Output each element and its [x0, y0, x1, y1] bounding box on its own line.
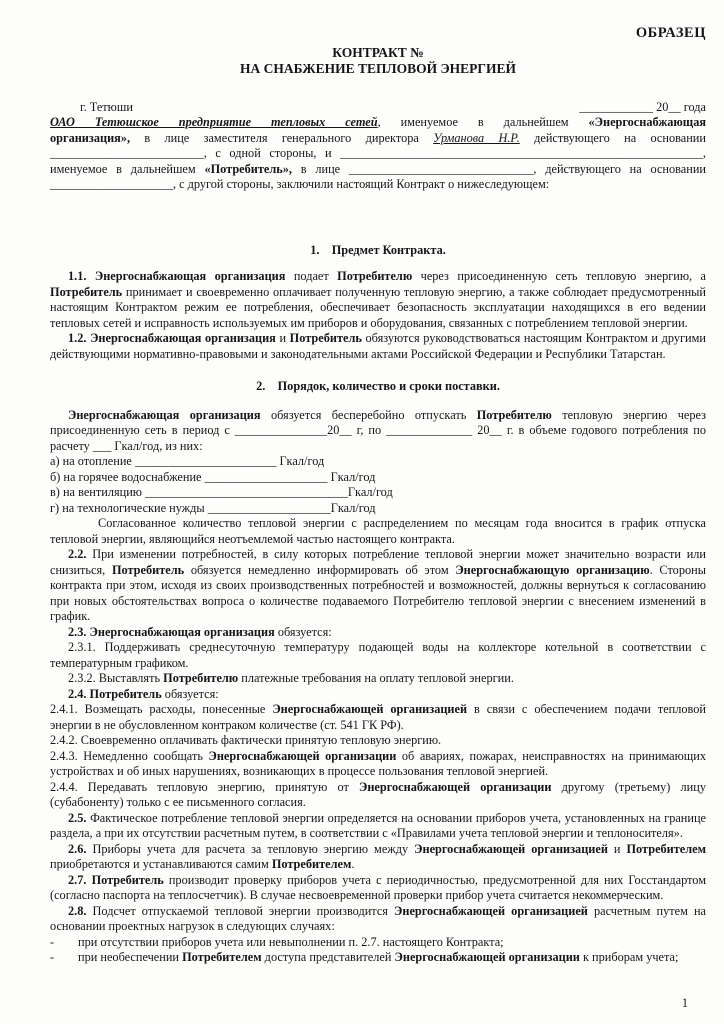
text-run: обязуются руководствоваться настоящим Контрактом и другими действующими нормативно-правовыми и законодательными актами Российской Федерации и Республики Татарстан.: [50, 331, 706, 361]
text-run: Подсчет отпускаемой тепловой энергии производится: [92, 903, 395, 918]
text-run: в) на вентиляцию _________________________________Гкал/год: [50, 485, 393, 499]
sample-watermark-label: ОБРАЗЕЦ: [635, 25, 706, 41]
text-run-emphasis: Потребитель: [289, 331, 362, 345]
text-run: ______________________________, действующего на основании: [348, 161, 706, 176]
paragraph: [50, 331, 706, 362]
text-run: расчетным путем на основании проектных нагрузок в следующих случаях:: [50, 903, 706, 933]
preamble-line: [50, 162, 706, 178]
text-run-emphasis: 2.7.: [68, 872, 92, 887]
list-item: [50, 950, 706, 966]
text-run: подает: [285, 269, 338, 283]
paragraph: [50, 454, 706, 470]
text-run: при отсутствии приборов учета или невыполнении п. 2.7. настоящего Контракта;: [78, 934, 504, 949]
text-run: в лице заместителя генерального директора: [130, 130, 434, 145]
paragraph: [50, 485, 706, 501]
paragraph: [50, 547, 706, 625]
text-run: 2.4.3. Немедленно сообщать: [50, 748, 209, 763]
text-run: 2.3.1. Поддерживать среднесуточную температуру подающей воды на коллекторе котельной в соответствии с температурным графиком.: [50, 640, 706, 670]
text-run: обязуется:: [274, 624, 332, 639]
text-run-emphasis: 2.8.: [68, 903, 93, 918]
text-run: б) на горячее водоснабжение ____________________ Гкал/год: [50, 469, 376, 484]
text-run-emphasis: Потребителю: [476, 407, 552, 422]
text-run-emphasis: 1.2.: [68, 331, 91, 345]
preamble-line: [50, 146, 706, 162]
text-run-emphasis: Энергоснабжающей организации: [208, 748, 397, 763]
text-run: обязуется бесперебойно отпускать: [260, 407, 477, 422]
text-run: . Стороны контракта при этом, исходя из своих производственных потребностей и возможностей, должны вернуться к согласованию при новых обстоятельствах вопроса о количестве подаваемого Потребителю тепловой энергии с внесением изменений в график.: [50, 562, 706, 623]
preamble-line: [50, 177, 706, 193]
text-run: в связи с обеспечением подачи тепловой энергии в не обусловленном контраком количестве (ст. 541 ГК РФ).: [50, 702, 706, 732]
paragraph: [50, 516, 706, 547]
paragraph: [50, 408, 706, 455]
paragraph: [50, 269, 706, 331]
preamble-line: [50, 131, 706, 147]
text-run: Фактическое потребление тепловой энергии определяется на основании приборов учета, установленных на границе раздела, а при их отсутствии расчетным путем, в соответствии с «Правилами учета тепловой энергии и теплоносителя».: [50, 810, 706, 840]
dateline-city: г. Тетюши: [80, 99, 133, 114]
text-run-emphasis: Потребитель: [111, 562, 185, 577]
text-run: обязуется:: [161, 686, 219, 701]
text-run-emphasis: Потребитель: [89, 686, 162, 701]
text-run-emphasis: Энергоснабжающая организация: [68, 407, 261, 422]
text-run-emphasis: ОАО Тетюшское предприятие тепловых сетей: [50, 115, 378, 129]
paragraph: [50, 780, 706, 811]
text-run-emphasis: Энергоснабжающей организации: [359, 779, 552, 794]
text-run: тепловую энергию через присоединенную сеть в период с _______________20__ г, по ______________ 20__ г. в объеме годового потребления по расчету ___ Гкал/год, из них:: [50, 407, 706, 453]
text-run-emphasis: Энергоснабжающей организации: [394, 950, 580, 964]
text-run-emphasis: Потребителем: [182, 950, 262, 964]
text-run: При изменении потребностей, в силу которых потребление тепловой энергии может значительно возрасти или снизиться,: [50, 547, 706, 577]
text-run-emphasis: Потребитель: [50, 284, 123, 299]
text-run: в лице: [292, 161, 349, 176]
text-run-emphasis: Энергоснабжающей организацией: [394, 903, 588, 918]
text-run: принимает и своевременно оплачивает полученную тепловую энергию, а также соблюдает предусмотренный настоящим Контрактом режим ее потребления, обеспечивает безопасность эксплуатации находящихся в его ведении тепловых сетей и исправность используемых им приборов и оборудования, связанных с потреблением тепловой энергии.: [50, 284, 706, 330]
text-run: _________________________, с одной стороны, и ___________________________________________________________,: [50, 146, 706, 160]
text-run-emphasis: «Энергоснабжающая: [588, 115, 706, 129]
text-run: и: [607, 841, 627, 856]
text-run: производит проверку приборов учета с периодичностью, предусмотренной для них Госстандартом (согласно паспорта на теплосчетчик). В случае несвоевременной проверки прибор учета считается некоммерческим.: [50, 872, 706, 902]
text-run-emphasis: Потребителем: [626, 841, 706, 856]
text-run: через присоединенную сеть тепловую энергию, а: [412, 269, 706, 283]
paragraph: [50, 873, 706, 904]
text-run-emphasis: Потребителю: [163, 671, 239, 685]
text-run: и: [275, 331, 290, 345]
text-run-emphasis: 2.2.: [68, 547, 93, 561]
text-run: 2.4.1. Возмещать расходы, понесенные: [50, 702, 273, 716]
text-run-emphasis: Энергоснабжающей организацией: [414, 841, 608, 856]
paragraph: [50, 687, 706, 703]
bullet-marker: -: [50, 950, 55, 964]
contract-preamble: [50, 115, 706, 193]
contract-sections: [50, 243, 706, 966]
contract-title-line2: НА СНАБЖЕНИЕ ТЕПЛОВОЙ ЭНЕРГИЕЙ: [240, 60, 516, 76]
dateline-date-blank: ____________ 20__ года: [579, 99, 706, 114]
paragraph: [50, 733, 706, 749]
text-run: при необеспечении: [78, 950, 183, 964]
text-run-emphasis: 2.5.: [68, 810, 91, 825]
text-run-emphasis: Потребителю: [337, 269, 413, 283]
page-number: 1: [681, 995, 688, 1010]
text-run-emphasis: Энергоснабжающая организация: [89, 624, 275, 639]
paragraph: [50, 470, 706, 486]
list-item: [50, 935, 706, 951]
text-run-emphasis: 2.4.: [68, 686, 90, 701]
text-run-emphasis: Энергоснабжающей организацией: [272, 702, 468, 716]
text-run: .: [351, 857, 355, 871]
text-run-emphasis: 2.6.: [68, 841, 93, 856]
contract-title-line1: КОНТРАКТ №: [332, 44, 424, 60]
text-run: к приборам учета;: [579, 950, 679, 964]
paragraph: [50, 842, 706, 873]
paragraph: [50, 904, 706, 935]
text-run: платежные требования на оплату тепловой энергии.: [238, 671, 514, 685]
dateline: [50, 100, 706, 116]
text-run-emphasis: Потребителем: [271, 857, 352, 871]
text-run: именуемое в дальнейшем: [50, 161, 205, 176]
text-run: 2.4.2. Своевременно оплачивать фактически принятую тепловую энергию.: [50, 733, 442, 747]
text-run: ____________________, с другой стороны, заключили настоящий Контракт о нижеследующем:: [50, 177, 550, 191]
text-run-emphasis: Энергоснабжающая организация: [90, 331, 276, 345]
text-run-emphasis: 2.3.: [68, 624, 90, 639]
text-run: обязуется немедленно информировать об этом: [184, 562, 456, 577]
paragraph: [50, 501, 706, 517]
text-run-emphasis: Энергоснабжающую организацию: [455, 562, 650, 577]
paragraph: [50, 811, 706, 842]
text-run: а) на отопление _______________________ Гкал/год: [50, 454, 325, 468]
text-run: , именуемое в дальнейшем: [377, 115, 589, 129]
text-run-emphasis: «Потребитель»,: [204, 161, 292, 176]
text-run: об авариях, пожарах, неисправностях на принимающих устройствах и об иных нарушениях, возникающих в процессе пользования тепловой энергией.: [50, 748, 707, 778]
text-run: другому (третьему) лицу (субабоненту) только с ее письменного согласия.: [50, 779, 706, 809]
paragraph: [50, 640, 706, 671]
text-run-emphasis: организация»,: [50, 130, 131, 145]
bullet-marker: -: [50, 934, 55, 949]
text-run-emphasis: Потребитель: [91, 872, 164, 887]
text-run-emphasis: Урманова Н.Р.: [433, 130, 520, 145]
text-run-emphasis: 1.1.: [68, 269, 95, 283]
text-run: Согласованное количество тепловой энергии с распределением по месяцам года вносится в график отпуска тепловой энергии, являющийся неотъемлемой частью настоящего контракта.: [50, 516, 706, 546]
paragraph: [50, 671, 706, 687]
section-heading: 2. Порядок, количество и сроки поставки.: [256, 379, 500, 393]
paragraph: [50, 749, 706, 780]
text-run-emphasis: Энергоснабжающая организация: [94, 269, 286, 283]
text-run: 2.4.4. Передавать тепловую энергию, принятую от: [50, 779, 359, 794]
paragraph: [50, 625, 706, 641]
contract-title: [50, 45, 706, 77]
text-run: 2.3.2. Выставлять: [68, 671, 164, 685]
preamble-line: [50, 115, 706, 131]
text-run: приобретаются и устанавливаются самим: [50, 857, 272, 871]
text-run: Приборы учета для расчета за тепловую энергию между: [92, 841, 415, 856]
section-heading: 1. Предмет Контракта.: [310, 242, 446, 257]
text-run: г) на технологические нужды ____________________Гкал/год: [50, 500, 376, 515]
text-run: действующего на основании: [519, 130, 706, 145]
text-run: доступа представителей: [261, 950, 395, 964]
paragraph: [50, 702, 706, 733]
